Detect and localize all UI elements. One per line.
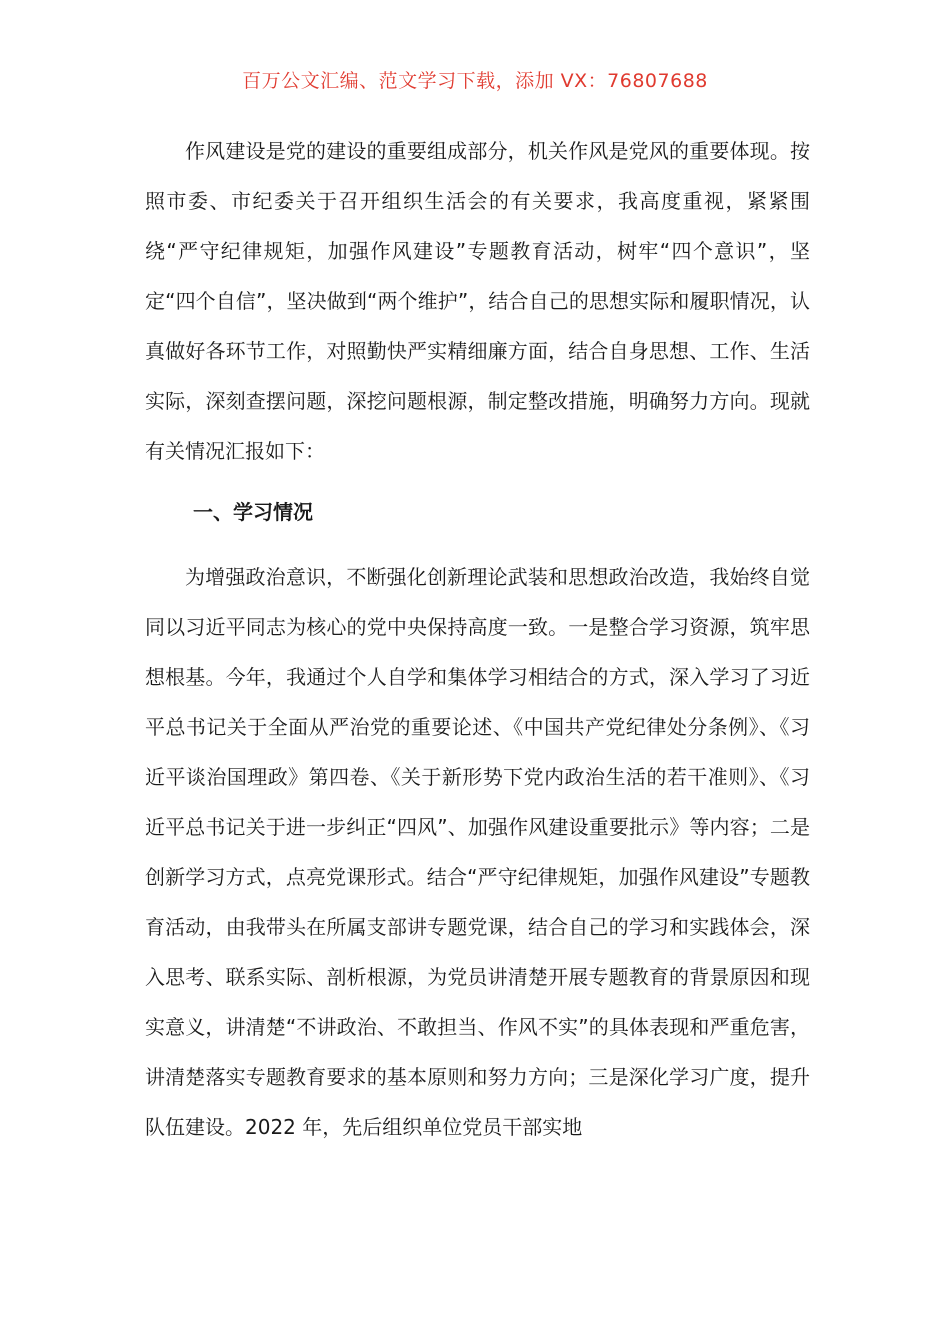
- promo-header: 百万公文汇编、范文学习下载，添加 VX：76807688: [242, 70, 708, 92]
- intro-paragraph: 作风建设是党的建设的重要组成部分，机关作风是党风的重要体现。按照市委、市纪委关于召开组织生活会的有关要求，我高度重视，紧紧围绕“严守纪律规矩，加强作风建设”专题教育活动，树牢“四个意识”，坚定“四个自信”，坚决做到“两个维护”，结合自己的思想实际和履职情况，认真做好各环节工作，对照勤快严实精细廉方面，结合自身思想、工作、生活实际，深刻查摆问题，深挖问题根源，制定整改措施，明确努力方向。现就有关情况汇报如下：: [145, 139, 810, 463]
- section-heading-study: 一、学习情况: [193, 500, 313, 524]
- study-paragraph: 为增强政治意识，不断强化创新理论武装和思想政治改造，我始终自觉同以习近平同志为核心的党中央保持高度一致。一是整合学习资源，筑牢思想根基。今年，我通过个人自学和集体学习相结合的方式，深入学习了习近平总书记关于全面从严治党的重要论述、《中国共产党纪律处分条例》、《习近平谈治国理政》第四卷、《关于新形势下党内政治生活的若干准则》、《习近平总书记关于进一步纠正“四风”、加强作风建设重要批示》等内容；二是创新学习方式，点亮党课形式。结合“严守纪律规矩，加强作风建设”专题教育活动，由我带头在所属支部讲专题党课，结合自己的学习和实践体会，深入思考、联系实际、剖析根源，为党员讲清楚开展专题教育的背景原因和现实意义，讲清楚“不讲政治、不敢担当、作风不实”的具体表现和严重危害，讲清楚落实专题教育要求的基本原则和努力方向；三是深化学习广度，提升队伍建设。2022 年，先后组织单位党员干部实地: [145, 565, 810, 1139]
